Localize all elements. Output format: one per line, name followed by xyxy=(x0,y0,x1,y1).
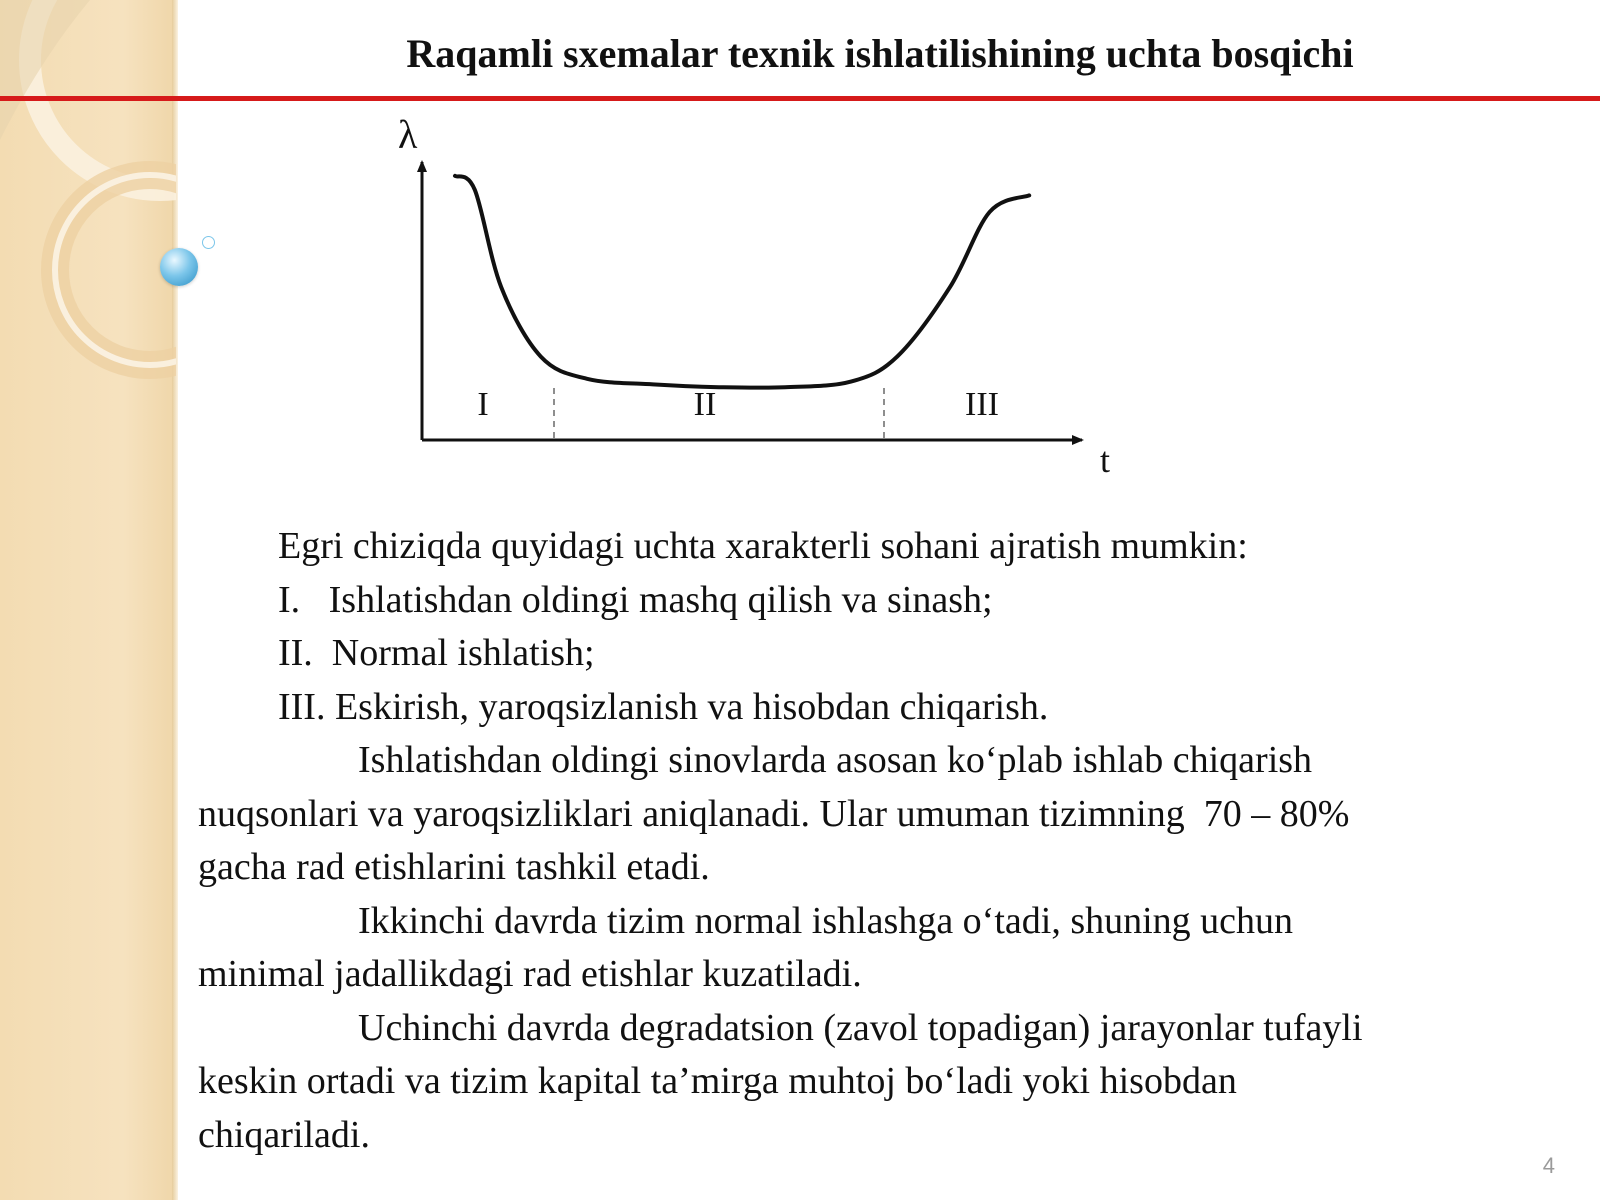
blue-orb-icon xyxy=(160,248,198,286)
failure-rate-chart xyxy=(360,110,1140,495)
slide-title: Raqamli sxemalar texnik ishlatilishining uchta bosqichi xyxy=(406,31,1354,76)
region-label-3: III xyxy=(965,386,999,423)
paragraph-3-line-2: keskin ortadi va tizim kapital ta’mirga muhtoj bo‘ladi yoki hisobdan xyxy=(198,1060,1237,1102)
list-item-3: III. Eskirish, yaroqsizlanish va hisobdan chiqarish. xyxy=(278,685,1049,728)
paragraph-3-line-3: chiqariladi. xyxy=(198,1113,370,1156)
x-axis-label: t xyxy=(1100,440,1111,480)
paragraph-2-line-2: minimal jadallikdagi rad etishlar kuzatiladi. xyxy=(198,953,862,995)
decorative-arcs xyxy=(0,0,176,420)
list-item-2: II. Normal ishlatish; xyxy=(278,632,595,674)
paragraph-3-line-1: Uchinchi davrda degradatsion (zavol topadigan) jarayonlar tufayli xyxy=(358,1006,1363,1049)
paragraph-2-line-1: Ikkinchi davrda tizim normal ishlashga o‘tadi, shuning uchun xyxy=(358,899,1294,942)
slide-number: 4 xyxy=(1542,1153,1555,1178)
body-text xyxy=(198,520,1548,1162)
small-ring-icon xyxy=(202,236,215,249)
intro-text: Egri chiziqda quyidagi uchta xarakterli sohani ajratish mumkin: xyxy=(278,525,1248,567)
region-label-2: II xyxy=(693,386,717,423)
list-item-1: I. Ishlatishdan oldingi mashq qilish va sinash; xyxy=(278,578,993,621)
paragraph-1-line-1: Ishlatishdan oldingi sinovlarda asosan ko‘plab ishlab chiqarish xyxy=(358,739,1313,781)
y-axis-label: λ xyxy=(398,112,418,157)
region-label-1: I xyxy=(477,386,489,423)
paragraph-1-line-2: nuqsonlari va yaroqsizliklari aniqlanadi. Ular umuman tizimning 70 – 80% xyxy=(198,792,1350,835)
title-divider xyxy=(0,96,1600,101)
bathtub-curve xyxy=(455,176,1029,388)
paragraph-1-line-3: gacha rad etishlarini tashkil etadi. xyxy=(198,846,710,888)
